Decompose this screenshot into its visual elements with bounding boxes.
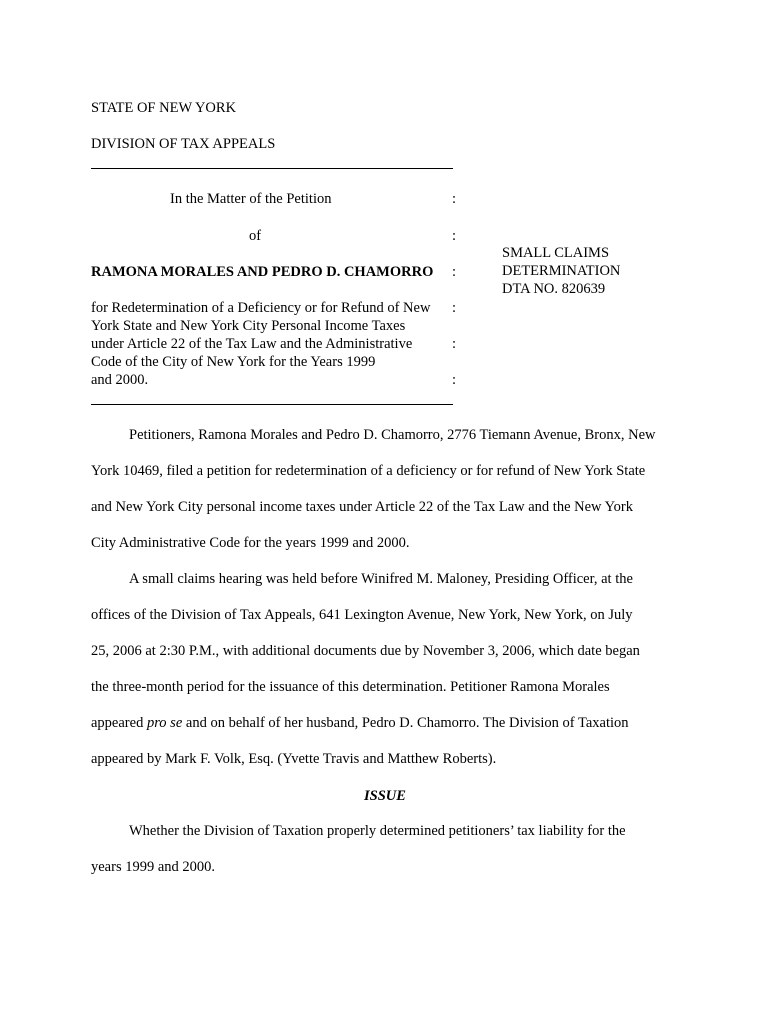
- paragraph-line: [91, 705, 691, 741]
- state-heading: STATE OF NEW YORK: [91, 100, 237, 116]
- purpose-line: under Article 22 of the Tax Law and the Administrative: [91, 336, 413, 352]
- purpose-line: York State and New York City Personal Income Taxes: [91, 318, 406, 334]
- line-text: and on behalf of her husband, Pedro D. Chamorro. The Division of Taxation: [182, 715, 629, 731]
- division-heading: DIVISION OF TAX APPEALS: [91, 136, 276, 152]
- paragraph-line: years 1999 and 2000.: [91, 859, 216, 875]
- paragraph-hearing: [91, 561, 691, 777]
- caption-colon: :: [452, 336, 457, 352]
- paragraph-line: City Administrative Code for the years 1999 and 2000.: [91, 535, 410, 551]
- paragraph-line: Petitioners, Ramona Morales and Pedro D. Chamorro, 2776 Tiemann Avenue, Bronx, New: [129, 427, 656, 443]
- caption-colon: :: [452, 300, 457, 316]
- paragraph-line: and New York City personal income taxes under Article 22 of the Tax Law and the New York: [91, 499, 633, 515]
- pro-se-term: pro se: [146, 715, 183, 731]
- paragraph-issue: [91, 813, 691, 885]
- petitioners-name: RAMONA MORALES AND PEDRO D. CHAMORRO: [91, 264, 434, 280]
- matter-line: In the Matter of the Petition: [170, 191, 332, 207]
- paragraph-line: York 10469, filed a petition for redetermination of a deficiency or for refund of New York State: [91, 463, 646, 479]
- paragraph-line: 25, 2006 at 2:30 P.M., with additional documents due by November 3, 2006, which date began: [91, 643, 640, 659]
- purpose-line: Code of the City of New York for the Years 1999: [91, 354, 376, 370]
- line-text: appeared: [91, 715, 147, 731]
- caption-colon: :: [452, 264, 457, 280]
- caption-bottom-rule: [91, 404, 453, 405]
- paragraph-petitioners: [91, 417, 691, 561]
- caption-colon: :: [452, 228, 457, 244]
- issue-heading: ISSUE: [364, 788, 406, 804]
- caption-colon: :: [452, 191, 457, 207]
- paragraph-line: Whether the Division of Taxation properly determined petitioners’ tax liability for the: [129, 823, 626, 839]
- determination-type: SMALL CLAIMS: [502, 245, 610, 261]
- determination-label: DETERMINATION: [502, 263, 621, 279]
- purpose-line: and 2000.: [91, 372, 149, 388]
- dta-number: DTA NO. 820639: [502, 281, 606, 297]
- of-line: of: [249, 228, 262, 244]
- purpose-line: for Redetermination of a Deficiency or for Refund of New: [91, 300, 431, 316]
- caption-top-rule: [91, 168, 453, 169]
- paragraph-line: appeared by Mark F. Volk, Esq. (Yvette Travis and Matthew Roberts).: [91, 751, 497, 767]
- paragraph-line: A small claims hearing was held before Winifred M. Maloney, Presiding Officer, at the: [129, 571, 633, 587]
- paragraph-line: the three-month period for the issuance of this determination. Petitioner Ramona Morales: [91, 679, 610, 695]
- determination-block: [502, 244, 620, 298]
- paragraph-line: offices of the Division of Tax Appeals, 641 Lexington Avenue, New York, New York, on July: [91, 607, 633, 623]
- caption-colon: :: [452, 372, 457, 388]
